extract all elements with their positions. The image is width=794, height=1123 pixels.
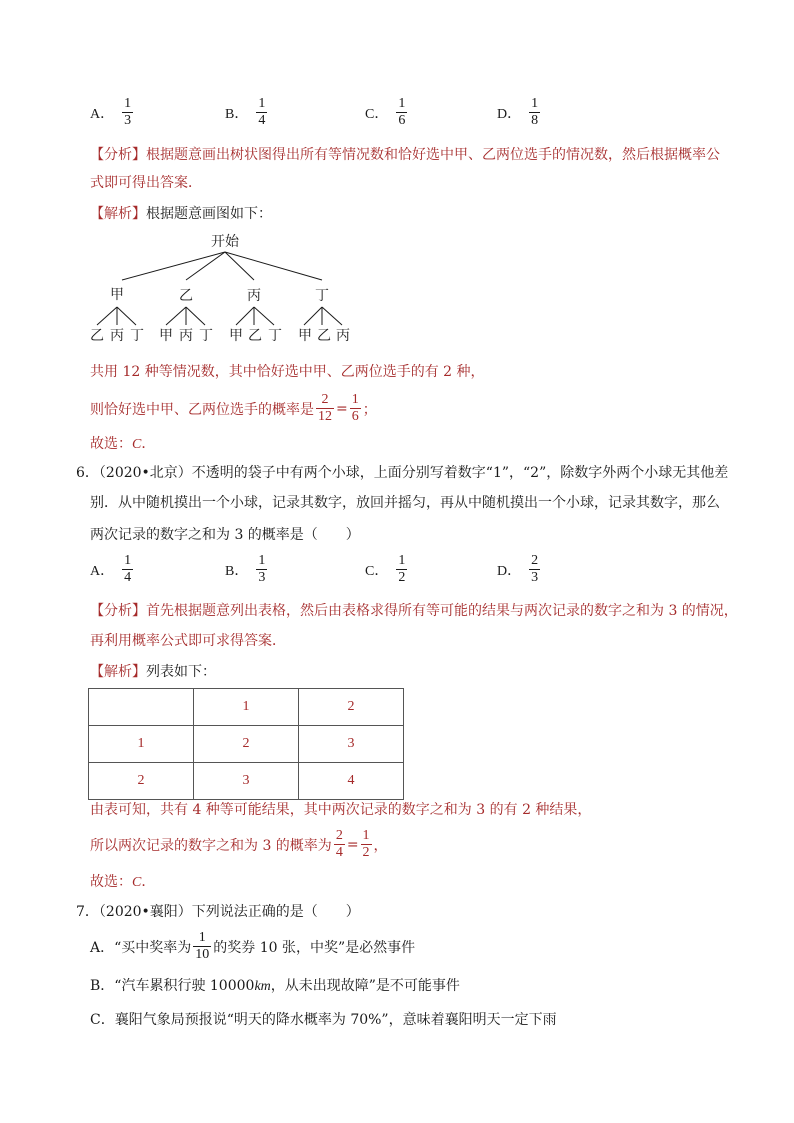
q6-option-d	[497, 553, 542, 586]
table-row	[89, 726, 404, 763]
equals-sign: =	[346, 836, 359, 853]
tree-node-l1: 丙	[247, 288, 261, 304]
tree-leaf: 丁	[130, 328, 144, 344]
probability-table	[88, 688, 404, 800]
tree-branches	[97, 252, 342, 325]
result-fraction: $\frac{2}{4}$	[335, 828, 343, 860]
choose-suffix: ．	[141, 874, 156, 890]
q6-option-c	[365, 553, 409, 586]
solution-tag: 【解析】	[90, 664, 146, 680]
analysis-tag: 【分析】	[90, 147, 146, 163]
choose-suffix: ．	[141, 436, 156, 452]
option-text: B．“汽车累积行驶 10000	[90, 978, 255, 994]
q7-option-b	[90, 976, 460, 997]
q6-solution-line	[90, 662, 216, 682]
table-cell: 3	[299, 726, 404, 763]
option-letter: C．	[365, 563, 389, 579]
tree-leaf: 丙	[110, 328, 124, 344]
table-cell	[89, 689, 194, 726]
q5-option-b	[225, 96, 269, 129]
tree-leaf: 乙	[90, 328, 104, 344]
option-fraction: $\frac{1}{2}$	[398, 553, 406, 585]
q7-option-c: C．襄阳气象局预报说“明天的降水概率为 70%”，意味着襄阳明天一定下雨	[90, 1012, 557, 1028]
table-cell: 2	[299, 689, 404, 726]
option-text: A．“买中奖率为	[90, 939, 192, 956]
tree-leaf: 丙	[336, 328, 350, 344]
q5-result-line-1: 共用 12 种等情况数，其中恰好选中甲、乙两位选手的有 2 种，	[90, 364, 485, 380]
q6-analysis-line-2: 再利用概率公式即可求得答案．	[90, 633, 286, 649]
solution-intro: 根据题意画图如下：	[146, 206, 272, 222]
analysis-text: 首先根据题意列出表格，然后由表格求得所有等可能的结果与两次记录的数字之和为 3 的情况，	[146, 603, 738, 619]
tree-root: 开始	[211, 234, 239, 250]
option-unit: km	[254, 979, 271, 994]
result-fraction: $\frac{1}{2}$	[362, 828, 370, 860]
result-text: 则恰好选中甲、乙两位选手的概率是	[90, 401, 314, 418]
table-row	[89, 689, 404, 726]
tree-leaf: 丙	[179, 328, 193, 344]
option-letter: D．	[497, 106, 522, 122]
option-fraction: $\frac{1}{3}$	[124, 96, 132, 128]
q5-analysis-line-2: 式即可得出答案．	[90, 175, 202, 191]
tree-leaf: 乙	[248, 328, 262, 344]
option-fraction: $\frac{1}{3}$	[258, 553, 266, 585]
choose-label: 故选：	[90, 436, 132, 452]
result-text: 所以两次记录的数字之和为 3 的概率为	[90, 837, 332, 854]
option-fraction: $\frac{2}{3}$	[531, 553, 539, 585]
option-fraction: $\frac{1}{10}$	[195, 930, 210, 962]
q6-stem-line-2: 别．从中随机摸出一个小球，记录其数字，放回并摇匀，再从中随机摸出一个小球，记录其数字，那么	[90, 495, 720, 511]
q5-result-line-2	[90, 392, 377, 425]
option-letter: D．	[497, 563, 522, 579]
table-row	[89, 763, 404, 800]
q5-option-a	[90, 96, 135, 129]
table-cell: 2	[89, 763, 194, 800]
q6-option-b	[225, 553, 269, 586]
option-letter: B．	[225, 563, 249, 579]
option-text: ，从未出现故障”是不可能事件	[270, 978, 460, 994]
tree-node-l1: 甲	[110, 287, 124, 303]
q7-stem-line: 7．（2020•襄阳）下列说法正确的是（ ）	[76, 904, 360, 920]
q6-choose-line	[90, 872, 155, 893]
q5-option-c	[365, 96, 409, 129]
tree-leaf: 丁	[268, 328, 282, 344]
tree-leaf: 甲	[298, 328, 312, 344]
tree-diagram	[80, 230, 380, 350]
table-cell: 4	[299, 763, 404, 800]
option-text: 的奖券 10 张，中奖”是必然事件	[213, 939, 416, 956]
tree-leaf: 乙	[317, 328, 331, 344]
table-cell: 1	[89, 726, 194, 763]
solution-tag: 【解析】	[90, 206, 146, 222]
analysis-tag: 【分析】	[90, 603, 146, 619]
tree-leaf: 丁	[199, 328, 213, 344]
q5-option-d	[497, 96, 542, 129]
result-suffix: ，	[373, 837, 388, 854]
result-fraction: $\frac{1}{6}$	[351, 392, 359, 424]
result-suffix: ；	[362, 401, 377, 418]
q6-result-line-2	[90, 828, 388, 861]
tree-leaf: 甲	[229, 328, 243, 344]
option-fraction: $\frac{1}{4}$	[124, 553, 132, 585]
choose-letter: C	[132, 437, 142, 452]
choose-label: 故选：	[90, 874, 132, 890]
q5-analysis-line-1	[90, 145, 720, 165]
choose-letter: C	[132, 875, 142, 890]
q5-solution-line	[90, 204, 272, 224]
tree-node-l1: 丁	[315, 288, 329, 304]
q6-analysis-line-1	[90, 601, 738, 621]
table-cell: 1	[194, 689, 299, 726]
option-letter: B．	[225, 106, 249, 122]
option-letter: C．	[365, 106, 389, 122]
option-letter: A．	[90, 106, 115, 122]
option-fraction: $\frac{1}{6}$	[398, 96, 406, 128]
table-cell: 3	[194, 763, 299, 800]
solution-intro: 列表如下：	[146, 664, 216, 680]
option-letter: A．	[90, 563, 115, 579]
q6-result-line-1: 由表可知，共有 4 种等可能结果，其中两次记录的数字之和为 3 的有 2 种结果，	[90, 802, 592, 818]
table-cell: 2	[194, 726, 299, 763]
tree-leaf: 甲	[159, 328, 173, 344]
q7-option-a	[90, 930, 415, 963]
option-fraction: $\frac{1}{4}$	[258, 96, 266, 128]
q6-option-a	[90, 553, 135, 586]
analysis-text: 根据题意画出树状图得出所有等情况数和恰好选中甲、乙两位选手的情况数，然后根据概率公	[146, 147, 720, 163]
result-fraction: $\frac{2}{12}$	[318, 392, 332, 424]
q6-stem-line-3: 两次记录的数字之和为 3 的概率是（ ）	[90, 527, 360, 543]
q5-choose-line	[90, 434, 155, 455]
option-fraction: $\frac{1}{8}$	[531, 96, 539, 128]
tree-node-l1: 乙	[179, 288, 193, 304]
q6-stem-line-1: 6．（2020•北京）不透明的袋子中有两个小球，上面分别写着数字“1”，“2”，除数字外两个小球无其他差	[76, 465, 729, 481]
equals-sign: =	[336, 400, 348, 417]
